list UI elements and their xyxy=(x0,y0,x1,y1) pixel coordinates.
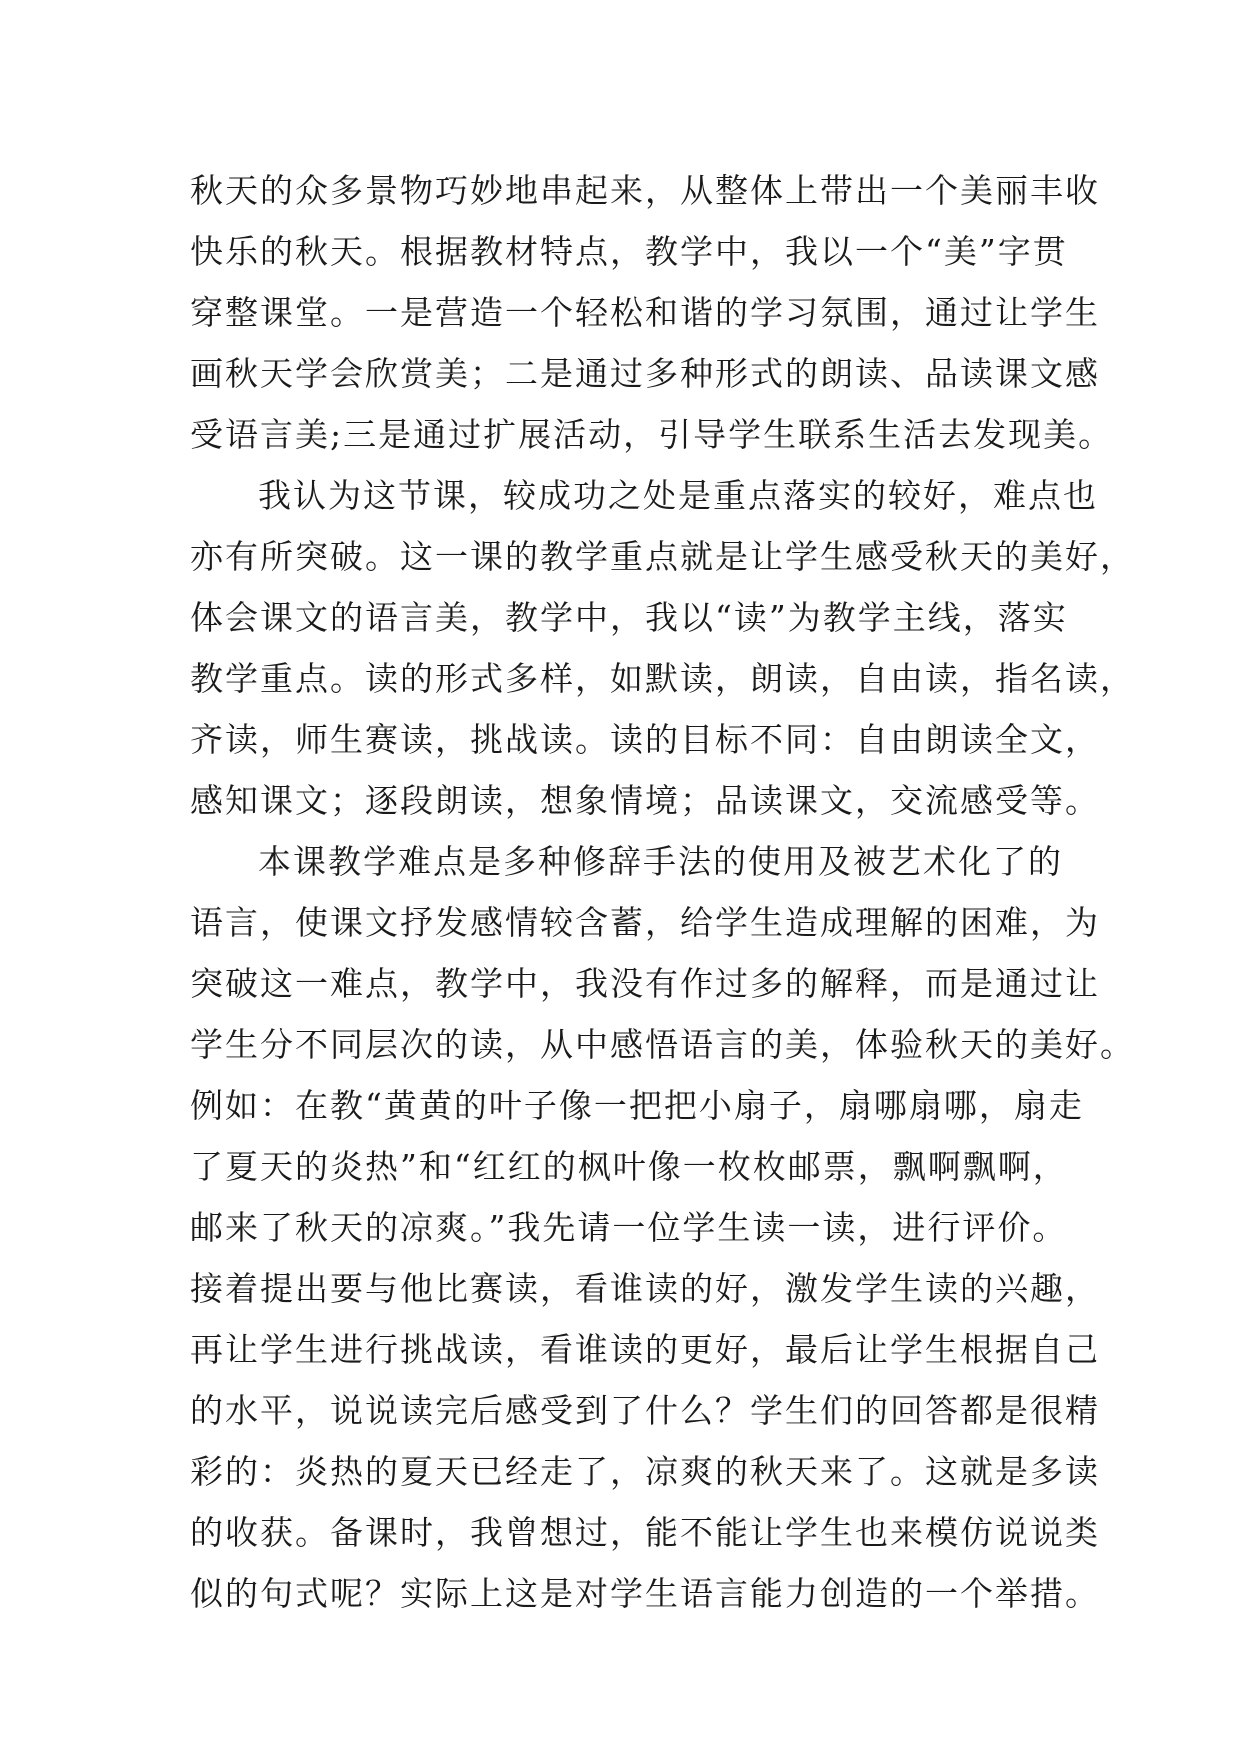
text-line: 齐读，师生赛读，挑战读。读的目标不同：自由朗读全文， xyxy=(190,720,1100,759)
text-line: 邮来了秋天的凉爽。”我先请一位学生读一读，进行评价。 xyxy=(190,1208,1068,1247)
text-line: 感知课文；逐段朗读，想象情境；品读课文，交流感受等。 xyxy=(190,781,1100,820)
text-line: 本课教学难点是多种修辞手法的使用及被艺术化了的 xyxy=(258,842,1063,881)
text-line: 的水平，说说读完后感受到了什么？学生们的回答都是很精 xyxy=(190,1391,1100,1430)
paragraph-3 xyxy=(190,831,1135,1624)
paragraph-1 xyxy=(190,160,1114,465)
text-line: 似的句式呢？实际上这是对学生语言能力创造的一个举措。 xyxy=(190,1574,1100,1613)
text-line: 突破这一难点，教学中，我没有作过多的解释，而是通过让 xyxy=(190,964,1100,1003)
text-line: 彩的：炎热的夏天已经走了，凉爽的秋天来了。这就是多读 xyxy=(190,1452,1100,1491)
text-line: 例如：在教“黄黄的叶子像一把把小扇子，扇哪扇哪，扇走 xyxy=(190,1086,1084,1125)
body-text xyxy=(190,160,1135,1624)
text-line: 秋天的众多景物巧妙地串起来，从整体上带出一个美丽丰收 xyxy=(190,171,1100,210)
text-line: 穿整课堂。一是营造一个轻松和谐的学习氛围，通过让学生 xyxy=(190,293,1100,332)
paragraph-2 xyxy=(190,465,1135,831)
text-line: 教学重点。读的形式多样，如默读，朗读，自由读，指名读， xyxy=(190,659,1135,698)
text-line: 语言，使课文抒发感情较含蓄，给学生造成理解的困难，为 xyxy=(190,903,1100,942)
text-line: 亦有所突破。这一课的教学重点就是让学生感受秋天的美好， xyxy=(190,537,1135,576)
text-line: 了夏天的炎热”和“红红的枫叶像一枚枚邮票，飘啊飘啊， xyxy=(190,1147,1068,1186)
text-line: 我认为这节课，较成功之处是重点落实的较好，难点也 xyxy=(258,476,1098,515)
text-line: 接着提出要与他比赛读，看谁读的好，激发学生读的兴趣， xyxy=(190,1269,1100,1308)
text-line: 体会课文的语言美，教学中，我以“读”为教学主线，落实 xyxy=(190,598,1068,637)
text-line: 快乐的秋天。根据教材特点，教学中，我以一个“美”字贯 xyxy=(190,232,1068,271)
text-line: 学生分不同层次的读，从中感悟语言的美，体验秋天的美好。 xyxy=(190,1025,1135,1064)
text-line: 再让学生进行挑战读，看谁读的更好，最后让学生根据自己 xyxy=(190,1330,1100,1369)
text-line: 的收获。备课时，我曾想过，能不能让学生也来模仿说说类 xyxy=(190,1513,1100,1552)
text-line: 受语言美;三是通过扩展活动，引导学生联系生活去发现美。 xyxy=(190,415,1114,454)
text-line: 画秋天学会欣赏美；二是通过多种形式的朗读、品读课文感 xyxy=(190,354,1100,393)
